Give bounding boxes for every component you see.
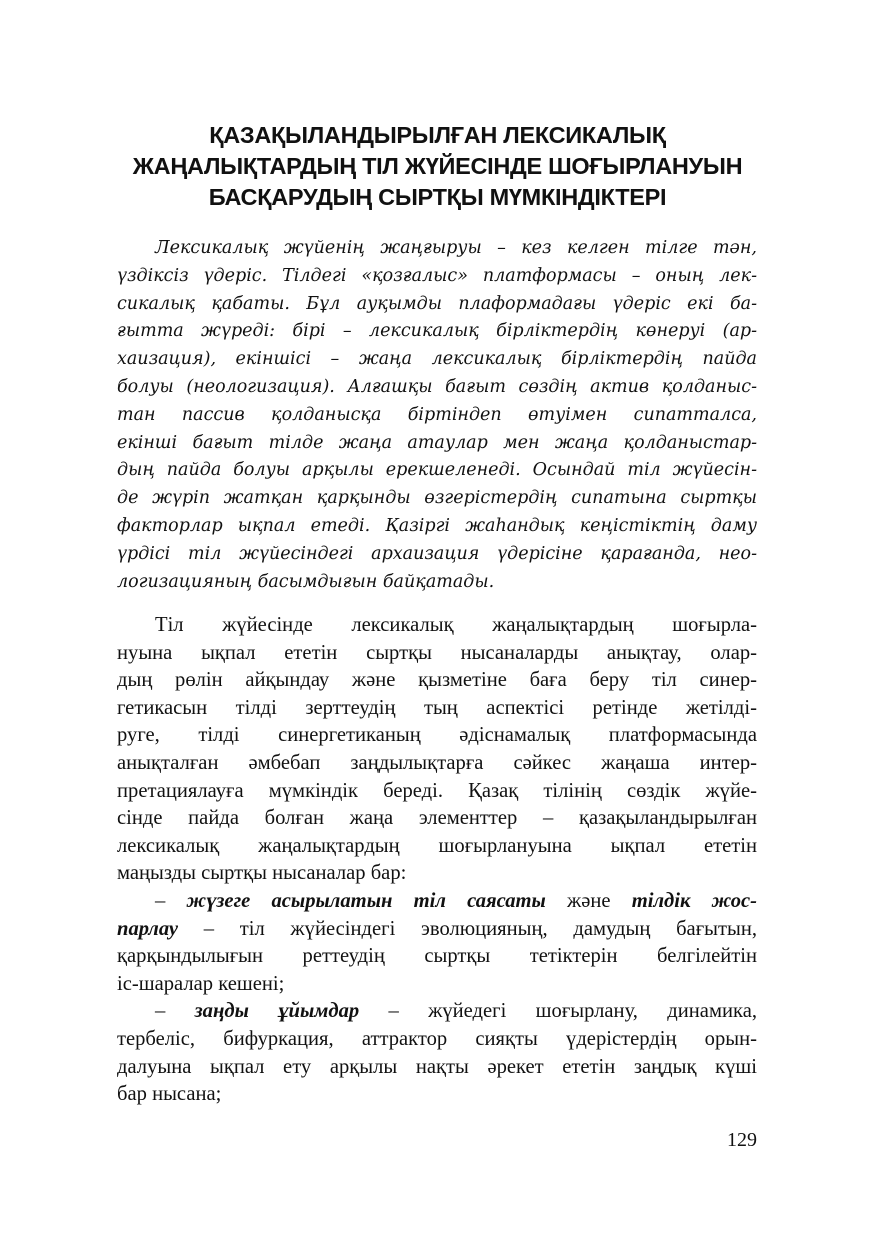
body-line: гетикасын тілді зерттеудің тың аспектісі ретінде жетілді- xyxy=(117,696,757,719)
abstract-line: үздіксіз үдеріс. Тілдегі «қозғалыс» платформасы – оның лек- xyxy=(117,265,757,286)
abstract-line: дың пайда болуы арқылы ерекшеленеді. Осындай тіл жүйесін- xyxy=(117,460,757,481)
body-line: маңызды сыртқы нысаналар бар: xyxy=(117,862,407,885)
list-item-line: тербеліс, бифуркация, аттрактор сияқты үдерістердің орын- xyxy=(117,1027,757,1050)
abstract-line: ғытта жүреді: бірі – лексикалық бірліктердің көнеруі (ар- xyxy=(117,321,757,342)
list-item-line xyxy=(117,998,757,1026)
emphasized-term: жүзеге асырылатын тіл саясаты xyxy=(186,889,546,912)
body-line: Тіл жүйесінде лексикалық жаңалықтардың шоғырла- xyxy=(155,614,757,636)
title-line-2: ЖАҢАЛЫҚТАРДЫҢ ТІЛ ЖҮЙЕСІНДЕ ШОҒЫРЛАНУЫН xyxy=(132,153,743,179)
emphasized-term: тілдік жос- xyxy=(631,889,757,912)
body-line: лексикалық жаңалықтардың шоғырлануына ықпал ететін xyxy=(117,834,757,857)
item-text: – тіл жүйесіндегі эволюцияның, дамудың бағытын, xyxy=(178,917,757,940)
abstract-paragraph xyxy=(117,235,757,596)
body-line: сінде пайда болған жаңа элементтер – қазақыландырылған xyxy=(117,807,757,830)
abstract-line: тан пассив қолданысқа біртіндеп өтуімен сипатталса, xyxy=(117,404,757,425)
abstract-line: факторлар ықпал етеді. Қазіргі жаһандық кеңістіктің даму xyxy=(117,515,757,536)
abstract-line: екінші бағыт тілде жаңа атаулар мен жаңа қолданыстар- xyxy=(117,432,757,453)
body-line: дың рөлін айқындау және қызметіне баға беру тіл синер- xyxy=(117,669,757,692)
list-dash: – xyxy=(155,1000,195,1023)
title-line-3: БАСҚАРУДЫҢ СЫРТҚЫ МҮМКІНДІКТЕРІ xyxy=(208,184,667,210)
abstract-line: хаизация), екіншісі – жаңа лексикалық бірліктердің пайда xyxy=(117,349,757,370)
page-number: 129 xyxy=(727,1129,757,1151)
emphasized-term: заңды ұйымдар xyxy=(194,1000,360,1023)
list-item-line xyxy=(117,916,757,944)
list-dash: – xyxy=(155,889,187,912)
list-item-line: қарқындылығын реттеудің сыртқы тетіктерін белгілейтін xyxy=(117,945,757,968)
abstract-line: болуы (неологизация). Алғашқы бағыт сөздің актив қолданыс- xyxy=(117,376,757,397)
list-item-line: бар нысана; xyxy=(117,1083,222,1106)
list-item-line xyxy=(117,888,757,916)
body-line: претациялауға мүмкіндік береді. Қазақ тілінің сөздік жүйе- xyxy=(117,779,757,802)
abstract-line: Лексикалық жүйенің жаңғыруы – кез келген тілге тән, xyxy=(155,238,757,258)
title-line-1: ҚАЗАҚЫЛАНДЫРЫЛҒАН ЛЕКСИКАЛЫҚ xyxy=(209,122,666,148)
list-item-line: далуына ықпал ету арқылы нақты әрекет ететін заңдық күші xyxy=(117,1055,757,1078)
chapter-title xyxy=(116,120,759,213)
abstract-line: логизацияның басымдығын байқатады. xyxy=(117,571,495,592)
main-text xyxy=(117,612,757,1109)
abstract-line: үрдісі тіл жүйесіндегі архаизация үдерісіне қарағанда, нео- xyxy=(117,543,757,564)
abstract-line: де жүріп жатқан қарқынды өзгерістердің сипатына сыртқы xyxy=(117,488,757,509)
emphasized-term: парлау xyxy=(117,917,178,940)
abstract-line: сикалық қабаты. Бұл ауқымды плаформадағы үдеріс екі ба- xyxy=(117,293,757,314)
item-text: және xyxy=(545,889,632,912)
body-line: руге, тілді синергетиканың әдіснамалық платформасында xyxy=(117,724,757,747)
list-item-line: іс-шаралар кешені; xyxy=(117,972,285,995)
item-text: – жүйедегі шоғырлану, динамика, xyxy=(359,1000,757,1023)
body-line: анықталған әмбебап заңдылықтарға сәйкес жаңаша интер- xyxy=(117,751,757,774)
body-line: нуына ықпал ететін сыртқы нысаналарды анықтау, олар- xyxy=(117,641,757,664)
